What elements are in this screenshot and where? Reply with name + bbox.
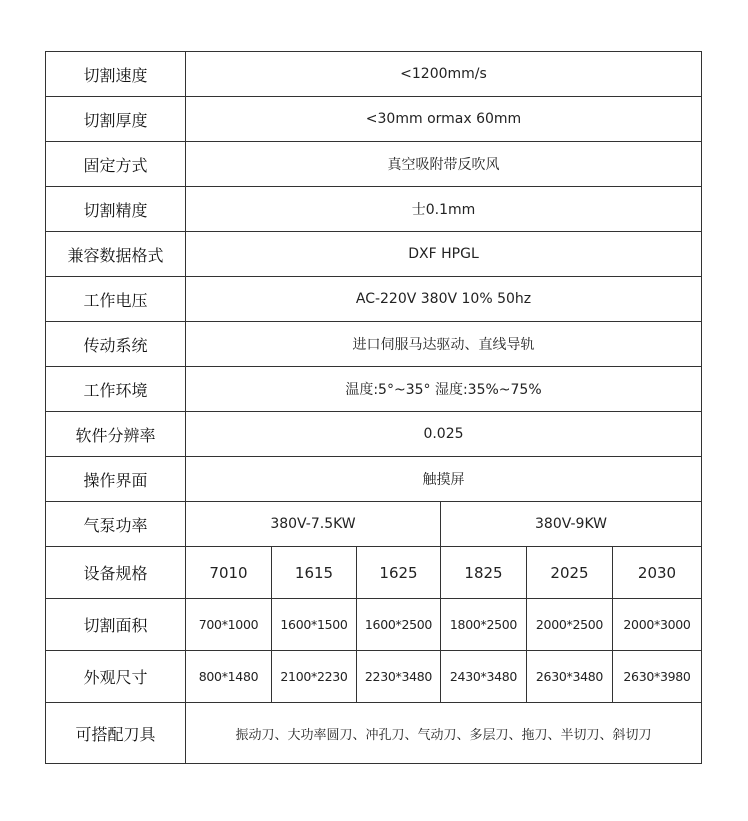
area-cell: 1600*2500 xyxy=(357,599,441,651)
row-transmission xyxy=(46,322,702,367)
row-value: AC-220V 380V 10% 50hz xyxy=(186,277,702,322)
row-value: 进口伺服马达驱动、直线导轨 xyxy=(186,322,702,367)
row-label: 工作电压 xyxy=(46,277,186,322)
row-air-pump xyxy=(46,502,702,547)
row-label: 工作环境 xyxy=(46,367,186,412)
model-cell: 2030 xyxy=(613,547,702,599)
row-tools xyxy=(46,703,702,764)
dimension-cell: 2100*2230 xyxy=(272,651,357,703)
spec-table xyxy=(45,51,702,764)
row-cutting-speed xyxy=(46,52,702,97)
model-cell: 1625 xyxy=(357,547,441,599)
row-value: <30mm ormax 60mm xyxy=(186,97,702,142)
row-value: <1200mm/s xyxy=(186,52,702,97)
row-fixing-method xyxy=(46,142,702,187)
row-software-resolution xyxy=(46,412,702,457)
area-cell: 2000*3000 xyxy=(613,599,702,651)
row-label: 设备规格 xyxy=(46,547,186,599)
row-environment xyxy=(46,367,702,412)
row-label: 外观尺寸 xyxy=(46,651,186,703)
row-cutting-precision xyxy=(46,187,702,232)
area-cell: 2000*2500 xyxy=(527,599,613,651)
row-label: 传动系统 xyxy=(46,322,186,367)
model-cell: 7010 xyxy=(186,547,272,599)
row-dimensions xyxy=(46,651,702,703)
row-label: 软件分辨率 xyxy=(46,412,186,457)
row-value: DXF HPGL xyxy=(186,232,702,277)
row-value: 温度:5°~35° 湿度:35%~75% xyxy=(186,367,702,412)
tools-value: 振动刀、大功率圆刀、冲孔刀、气动刀、多层刀、拖刀、半切刀、斜切刀 xyxy=(186,703,702,764)
area-cell: 1600*1500 xyxy=(272,599,357,651)
row-label: 切割厚度 xyxy=(46,97,186,142)
dimension-cell: 2230*3480 xyxy=(357,651,441,703)
dimension-cell: 2430*3480 xyxy=(441,651,527,703)
model-cell: 2025 xyxy=(527,547,613,599)
model-cell: 1825 xyxy=(441,547,527,599)
dimension-cell: 2630*3480 xyxy=(527,651,613,703)
row-interface xyxy=(46,457,702,502)
dimension-cell: 2630*3980 xyxy=(613,651,702,703)
area-cell: 1800*2500 xyxy=(441,599,527,651)
row-cutting-area xyxy=(46,599,702,651)
row-label: 切割面积 xyxy=(46,599,186,651)
row-data-formats xyxy=(46,232,702,277)
row-models xyxy=(46,547,702,599)
row-label: 固定方式 xyxy=(46,142,186,187)
row-working-voltage xyxy=(46,277,702,322)
air-pump-value: 380V-7.5KW xyxy=(186,502,441,547)
row-value: 0.025 xyxy=(186,412,702,457)
model-cell: 1615 xyxy=(272,547,357,599)
row-label: 气泵功率 xyxy=(46,502,186,547)
row-cutting-thickness xyxy=(46,97,702,142)
air-pump-value: 380V-9KW xyxy=(441,502,702,547)
row-label: 可搭配刀具 xyxy=(46,703,186,764)
row-label: 切割精度 xyxy=(46,187,186,232)
row-value: 触摸屏 xyxy=(186,457,702,502)
row-value: 士0.1mm xyxy=(186,187,702,232)
dimension-cell: 800*1480 xyxy=(186,651,272,703)
row-value: 真空吸附带反吹风 xyxy=(186,142,702,187)
row-label: 兼容数据格式 xyxy=(46,232,186,277)
row-label: 切割速度 xyxy=(46,52,186,97)
area-cell: 700*1000 xyxy=(186,599,272,651)
row-label: 操作界面 xyxy=(46,457,186,502)
